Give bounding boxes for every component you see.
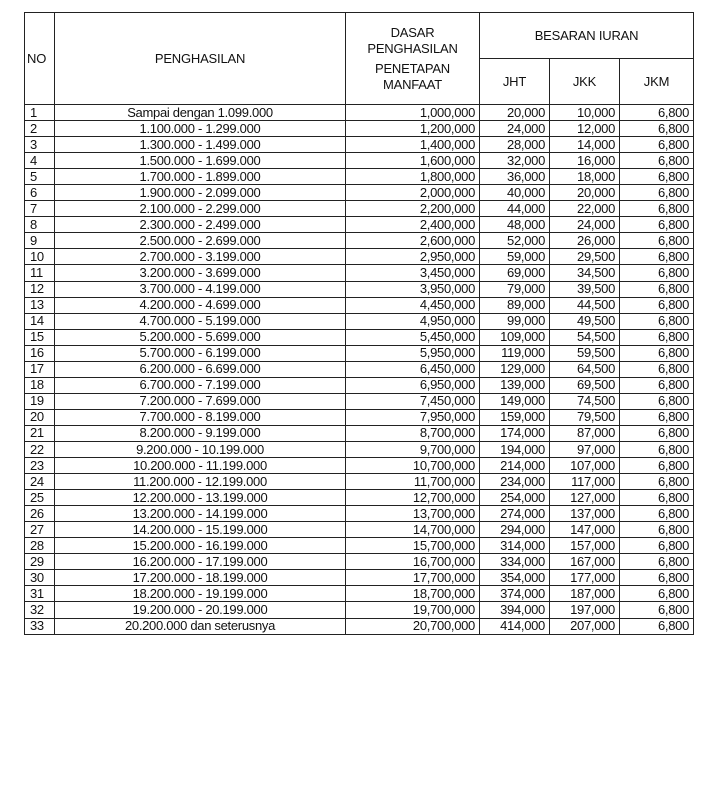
cell-no: 25 — [25, 490, 55, 506]
table-row — [25, 105, 694, 121]
cell-jkm: 6,800 — [620, 361, 694, 377]
cell-no: 20 — [25, 409, 55, 425]
cell-jht: 69,000 — [480, 265, 550, 281]
cell-jht: 149,000 — [480, 393, 550, 409]
cell-jkk: 44,500 — [550, 297, 620, 313]
cell-jht: 32,000 — [480, 153, 550, 169]
cell-jht: 234,000 — [480, 474, 550, 490]
table-row — [25, 249, 694, 265]
cell-jht: 414,000 — [480, 618, 550, 634]
cell-jkm: 6,800 — [620, 554, 694, 570]
cell-no: 19 — [25, 393, 55, 409]
table-row — [25, 458, 694, 474]
cell-no: 9 — [25, 233, 55, 249]
cell-jkm: 6,800 — [620, 217, 694, 233]
cell-jht: 109,000 — [480, 329, 550, 345]
cell-jkm: 6,800 — [620, 441, 694, 457]
cell-jkm: 6,800 — [620, 602, 694, 618]
cell-jkm: 6,800 — [620, 506, 694, 522]
cell-no: 15 — [25, 329, 55, 345]
cell-penghasilan: 1.500.000 - 1.699.000 — [55, 153, 346, 169]
cell-jht: 40,000 — [480, 185, 550, 201]
cell-jht: 139,000 — [480, 377, 550, 393]
cell-no: 7 — [25, 201, 55, 217]
cell-no: 2 — [25, 121, 55, 137]
table-row — [25, 313, 694, 329]
cell-jht: 36,000 — [480, 169, 550, 185]
table-row — [25, 441, 694, 457]
cell-jkk: 197,000 — [550, 602, 620, 618]
table-row — [25, 201, 694, 217]
cell-penghasilan: 2.300.000 - 2.499.000 — [55, 217, 346, 233]
cell-jkk: 24,000 — [550, 217, 620, 233]
cell-jht: 334,000 — [480, 554, 550, 570]
cell-jht: 294,000 — [480, 522, 550, 538]
cell-penghasilan: 10.200.000 - 11.199.000 — [55, 458, 346, 474]
cell-dasar-penghasilan: 13,700,000 — [346, 506, 480, 522]
cell-jkm: 6,800 — [620, 281, 694, 297]
header-besaran-iuran: BESARAN IURAN — [480, 13, 694, 59]
cell-dasar-penghasilan: 8,700,000 — [346, 425, 480, 441]
table-row — [25, 393, 694, 409]
cell-no: 14 — [25, 313, 55, 329]
cell-dasar-penghasilan: 10,700,000 — [346, 458, 480, 474]
table-row — [25, 233, 694, 249]
cell-penghasilan: 19.200.000 - 20.199.000 — [55, 602, 346, 618]
cell-jkk: 49,500 — [550, 313, 620, 329]
cell-jkk: 79,500 — [550, 409, 620, 425]
cell-penghasilan: 2.100.000 - 2.299.000 — [55, 201, 346, 217]
cell-dasar-penghasilan: 15,700,000 — [346, 538, 480, 554]
cell-dasar-penghasilan: 3,450,000 — [346, 265, 480, 281]
cell-jht: 24,000 — [480, 121, 550, 137]
cell-jkm: 6,800 — [620, 425, 694, 441]
cell-penghasilan: 11.200.000 - 12.199.000 — [55, 474, 346, 490]
cell-penghasilan: 13.200.000 - 14.199.000 — [55, 506, 346, 522]
cell-no: 16 — [25, 345, 55, 361]
cell-no: 17 — [25, 361, 55, 377]
cell-penghasilan: Sampai dengan 1.099.000 — [55, 105, 346, 121]
cell-jht: 28,000 — [480, 137, 550, 153]
cell-jkk: 97,000 — [550, 441, 620, 457]
cell-penghasilan: 16.200.000 - 17.199.000 — [55, 554, 346, 570]
cell-jht: 59,000 — [480, 249, 550, 265]
table-row — [25, 121, 694, 137]
cell-penghasilan: 1.700.000 - 1.899.000 — [55, 169, 346, 185]
cell-jkk: 167,000 — [550, 554, 620, 570]
cell-dasar-penghasilan: 5,950,000 — [346, 345, 480, 361]
table-row — [25, 490, 694, 506]
cell-jkm: 6,800 — [620, 297, 694, 313]
cell-jkk: 147,000 — [550, 522, 620, 538]
cell-jkm: 6,800 — [620, 377, 694, 393]
cell-jkm: 6,800 — [620, 490, 694, 506]
cell-penghasilan: 1.300.000 - 1.499.000 — [55, 137, 346, 153]
cell-penghasilan: 5.700.000 - 6.199.000 — [55, 345, 346, 361]
cell-jkm: 6,800 — [620, 458, 694, 474]
cell-jkm: 6,800 — [620, 409, 694, 425]
cell-jkm: 6,800 — [620, 137, 694, 153]
table-row — [25, 169, 694, 185]
cell-no: 3 — [25, 137, 55, 153]
cell-jht: 52,000 — [480, 233, 550, 249]
cell-penghasilan: 3.700.000 - 4.199.000 — [55, 281, 346, 297]
header-jht: JHT — [480, 59, 550, 105]
table-row — [25, 602, 694, 618]
contribution-table-container — [24, 12, 694, 635]
cell-jht: 89,000 — [480, 297, 550, 313]
cell-jkk: 12,000 — [550, 121, 620, 137]
cell-dasar-penghasilan: 1,000,000 — [346, 105, 480, 121]
cell-no: 11 — [25, 265, 55, 281]
cell-penghasilan: 9.200.000 - 10.199.000 — [55, 441, 346, 457]
cell-jkk: 34,500 — [550, 265, 620, 281]
cell-dasar-penghasilan: 1,600,000 — [346, 153, 480, 169]
cell-penghasilan: 12.200.000 - 13.199.000 — [55, 490, 346, 506]
cell-jkm: 6,800 — [620, 169, 694, 185]
header-penghasilan: PENGHASILAN — [55, 13, 346, 105]
cell-penghasilan: 15.200.000 - 16.199.000 — [55, 538, 346, 554]
cell-penghasilan: 5.200.000 - 5.699.000 — [55, 329, 346, 345]
cell-jkm: 6,800 — [620, 105, 694, 121]
cell-no: 30 — [25, 570, 55, 586]
cell-penghasilan: 20.200.000 dan seterusnya — [55, 618, 346, 634]
cell-jkm: 6,800 — [620, 233, 694, 249]
cell-jkm: 6,800 — [620, 345, 694, 361]
cell-no: 21 — [25, 425, 55, 441]
cell-dasar-penghasilan: 11,700,000 — [346, 474, 480, 490]
cell-no: 33 — [25, 618, 55, 634]
cell-jht: 254,000 — [480, 490, 550, 506]
table-row — [25, 265, 694, 281]
cell-dasar-penghasilan: 2,200,000 — [346, 201, 480, 217]
cell-dasar-penghasilan: 2,950,000 — [346, 249, 480, 265]
header-jkk: JKK — [550, 59, 620, 105]
cell-no: 8 — [25, 217, 55, 233]
cell-dasar-penghasilan: 1,400,000 — [346, 137, 480, 153]
cell-dasar-penghasilan: 19,700,000 — [346, 602, 480, 618]
cell-no: 22 — [25, 441, 55, 457]
cell-dasar-penghasilan: 2,000,000 — [346, 185, 480, 201]
cell-jkm: 6,800 — [620, 313, 694, 329]
cell-dasar-penghasilan: 6,450,000 — [346, 361, 480, 377]
table-row — [25, 570, 694, 586]
cell-jkm: 6,800 — [620, 586, 694, 602]
cell-jkk: 59,500 — [550, 345, 620, 361]
cell-jht: 159,000 — [480, 409, 550, 425]
cell-penghasilan: 7.700.000 - 8.199.000 — [55, 409, 346, 425]
cell-jht: 354,000 — [480, 570, 550, 586]
cell-dasar-penghasilan: 20,700,000 — [346, 618, 480, 634]
cell-jkm: 6,800 — [620, 153, 694, 169]
cell-jht: 374,000 — [480, 586, 550, 602]
table-row — [25, 474, 694, 490]
cell-no: 24 — [25, 474, 55, 490]
cell-jht: 314,000 — [480, 538, 550, 554]
cell-no: 10 — [25, 249, 55, 265]
cell-jkk: 127,000 — [550, 490, 620, 506]
cell-penghasilan: 18.200.000 - 19.199.000 — [55, 586, 346, 602]
cell-no: 29 — [25, 554, 55, 570]
cell-dasar-penghasilan: 2,600,000 — [346, 233, 480, 249]
table-row — [25, 425, 694, 441]
table-row — [25, 409, 694, 425]
table-row — [25, 522, 694, 538]
cell-jkk: 18,000 — [550, 169, 620, 185]
cell-dasar-penghasilan: 5,450,000 — [346, 329, 480, 345]
cell-jkm: 6,800 — [620, 249, 694, 265]
cell-dasar-penghasilan: 4,450,000 — [346, 297, 480, 313]
cell-no: 1 — [25, 105, 55, 121]
cell-penghasilan: 2.700.000 - 3.199.000 — [55, 249, 346, 265]
cell-jkk: 20,000 — [550, 185, 620, 201]
header-penetapan-manfaat: PENETAPAN MANFAAT — [374, 60, 450, 92]
table-body — [25, 105, 694, 635]
cell-penghasilan: 4.700.000 - 5.199.000 — [55, 313, 346, 329]
cell-jht: 174,000 — [480, 425, 550, 441]
cell-dasar-penghasilan: 6,950,000 — [346, 377, 480, 393]
cell-jkk: 39,500 — [550, 281, 620, 297]
cell-jkm: 6,800 — [620, 121, 694, 137]
cell-jht: 99,000 — [480, 313, 550, 329]
cell-dasar-penghasilan: 16,700,000 — [346, 554, 480, 570]
cell-jkk: 54,500 — [550, 329, 620, 345]
cell-dasar-penghasilan: 7,450,000 — [346, 393, 480, 409]
cell-jht: 48,000 — [480, 217, 550, 233]
table-row — [25, 618, 694, 634]
cell-jkk: 26,000 — [550, 233, 620, 249]
cell-jht: 20,000 — [480, 105, 550, 121]
contribution-table — [24, 12, 694, 635]
cell-penghasilan: 6.200.000 - 6.699.000 — [55, 361, 346, 377]
cell-jht: 214,000 — [480, 458, 550, 474]
cell-jkk: 64,500 — [550, 361, 620, 377]
cell-no: 4 — [25, 153, 55, 169]
cell-no: 26 — [25, 506, 55, 522]
header-jkm: JKM — [620, 59, 694, 105]
header-no: NO — [25, 13, 55, 105]
cell-jht: 394,000 — [480, 602, 550, 618]
table-row — [25, 217, 694, 233]
cell-jkk: 69,500 — [550, 377, 620, 393]
cell-jht: 129,000 — [480, 361, 550, 377]
cell-penghasilan: 4.200.000 - 4.699.000 — [55, 297, 346, 313]
table-row — [25, 137, 694, 153]
cell-dasar-penghasilan: 17,700,000 — [346, 570, 480, 586]
table-row — [25, 506, 694, 522]
cell-jht: 119,000 — [480, 345, 550, 361]
table-row — [25, 345, 694, 361]
cell-jht: 44,000 — [480, 201, 550, 217]
cell-jkm: 6,800 — [620, 618, 694, 634]
cell-no: 32 — [25, 602, 55, 618]
table-row — [25, 538, 694, 554]
table-header — [25, 13, 694, 105]
cell-jkk: 117,000 — [550, 474, 620, 490]
cell-jkk: 87,000 — [550, 425, 620, 441]
cell-jkm: 6,800 — [620, 570, 694, 586]
cell-jkk: 74,500 — [550, 393, 620, 409]
cell-jkk: 207,000 — [550, 618, 620, 634]
cell-jkk: 16,000 — [550, 153, 620, 169]
cell-jkk: 14,000 — [550, 137, 620, 153]
cell-no: 23 — [25, 458, 55, 474]
table-row — [25, 153, 694, 169]
header-dasar-penghasilan — [346, 13, 480, 105]
table-row — [25, 377, 694, 393]
cell-dasar-penghasilan: 12,700,000 — [346, 490, 480, 506]
cell-dasar-penghasilan: 1,200,000 — [346, 121, 480, 137]
cell-jkm: 6,800 — [620, 474, 694, 490]
cell-penghasilan: 8.200.000 - 9.199.000 — [55, 425, 346, 441]
cell-jkk: 22,000 — [550, 201, 620, 217]
cell-dasar-penghasilan: 18,700,000 — [346, 586, 480, 602]
cell-dasar-penghasilan: 1,800,000 — [346, 169, 480, 185]
cell-no: 18 — [25, 377, 55, 393]
cell-jkm: 6,800 — [620, 201, 694, 217]
cell-no: 12 — [25, 281, 55, 297]
table-row — [25, 586, 694, 602]
cell-no: 5 — [25, 169, 55, 185]
table-row — [25, 185, 694, 201]
table-row — [25, 281, 694, 297]
cell-jkm: 6,800 — [620, 393, 694, 409]
cell-no: 13 — [25, 297, 55, 313]
table-row — [25, 297, 694, 313]
header-dasar-penghasilan-top: DASAR PENGHASILAN — [367, 24, 458, 56]
cell-no: 6 — [25, 185, 55, 201]
cell-jkk: 137,000 — [550, 506, 620, 522]
cell-jkk: 187,000 — [550, 586, 620, 602]
cell-dasar-penghasilan: 7,950,000 — [346, 409, 480, 425]
cell-jkk: 177,000 — [550, 570, 620, 586]
cell-dasar-penghasilan: 3,950,000 — [346, 281, 480, 297]
cell-jht: 274,000 — [480, 506, 550, 522]
cell-dasar-penghasilan: 9,700,000 — [346, 441, 480, 457]
cell-jht: 79,000 — [480, 281, 550, 297]
cell-jkk: 10,000 — [550, 105, 620, 121]
cell-dasar-penghasilan: 2,400,000 — [346, 217, 480, 233]
cell-dasar-penghasilan: 4,950,000 — [346, 313, 480, 329]
cell-penghasilan: 3.200.000 - 3.699.000 — [55, 265, 346, 281]
cell-penghasilan: 1.900.000 - 2.099.000 — [55, 185, 346, 201]
cell-penghasilan: 1.100.000 - 1.299.000 — [55, 121, 346, 137]
cell-dasar-penghasilan: 14,700,000 — [346, 522, 480, 538]
table-row — [25, 361, 694, 377]
cell-penghasilan: 2.500.000 - 2.699.000 — [55, 233, 346, 249]
cell-jkm: 6,800 — [620, 522, 694, 538]
cell-no: 27 — [25, 522, 55, 538]
cell-jkk: 107,000 — [550, 458, 620, 474]
table-row — [25, 554, 694, 570]
cell-jht: 194,000 — [480, 441, 550, 457]
cell-penghasilan: 17.200.000 - 18.199.000 — [55, 570, 346, 586]
cell-jkm: 6,800 — [620, 265, 694, 281]
cell-penghasilan: 6.700.000 - 7.199.000 — [55, 377, 346, 393]
table-row — [25, 329, 694, 345]
cell-no: 31 — [25, 586, 55, 602]
cell-jkm: 6,800 — [620, 538, 694, 554]
cell-penghasilan: 14.200.000 - 15.199.000 — [55, 522, 346, 538]
cell-jkm: 6,800 — [620, 185, 694, 201]
cell-no: 28 — [25, 538, 55, 554]
cell-jkk: 157,000 — [550, 538, 620, 554]
cell-jkk: 29,500 — [550, 249, 620, 265]
cell-jkm: 6,800 — [620, 329, 694, 345]
cell-penghasilan: 7.200.000 - 7.699.000 — [55, 393, 346, 409]
